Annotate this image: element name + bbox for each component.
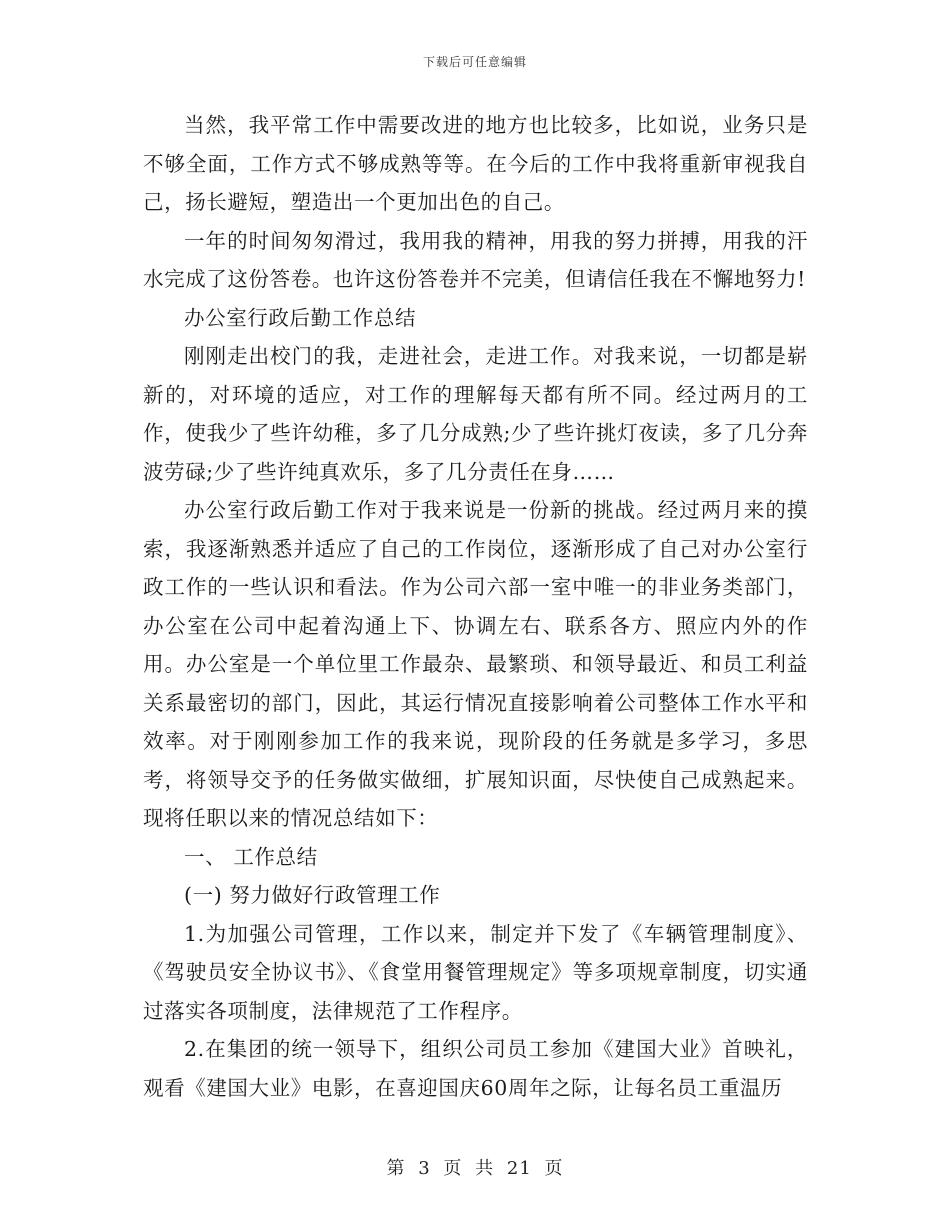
paragraph: 当然，我平常工作中需要改进的地方也比较多，比如说，业务只是不够全面，工作方式不够成熟等等。在今后的工作中我将重新审视我自己，扬长避短，塑造出一个更加出色的自己。 xyxy=(143,113,808,214)
paragraph: 办公室行政后勤工作对于我来说是一份新的挑战。经过两月来的摸索，我逐渐熟悉并适应了自己的工作岗位，逐渐形成了自己对办公室行政工作的一些认识和看法。作为公司六部一室中唯一的非业务类部门，办公室在公司中起着沟通上下、协调左右、联系各方、照应内外的作用。办公室是一个单位里工作最杂、最繁琐、和领导最近、和员工利益关系最密切的部门，因此，其运行情况直接影响着公司整体工作水平和效率。对于刚刚参加工作的我来说，现阶段的任务就是多学习，多思考，将领导交予的任务做实做细，扩展知识面，尽快使自己成熟起来。现将任职以来的情况总结如下： xyxy=(143,498,808,830)
footer-page-word: 页 xyxy=(443,1158,463,1179)
footer-prefix: 第 xyxy=(386,1158,406,1179)
heading-level-2: (一) 努力做好行政管理工作 xyxy=(184,883,441,907)
footer-suffix: 页 xyxy=(544,1158,564,1179)
list-item: 1.为加强公司管理，工作以来，制定并下发了《车辆管理制度》、《驾驶员安全协议书》、《食堂用餐管理规定》等多项规章制度，切实通过落实各项制度，法律规范了工作程序。 xyxy=(143,921,808,1023)
current-page-number: 3 xyxy=(418,1158,431,1179)
heading-level-1: 一、 工作总结 xyxy=(184,844,318,869)
page-footer xyxy=(0,1154,950,1180)
page-header: 下载后可任意编辑 xyxy=(422,55,527,69)
paragraph: 刚刚走出校门的我，走进社会，走进工作。对我来说，一切都是崭新的，对环境的适应，对工作的理解每天都有所不同。经过两月的工作，使我少了些许幼稚，多了几分成熟;少了些许挑灯夜读，多了几分奔波劳碌;少了些许纯真欢乐，多了几分责任在身…… xyxy=(143,344,808,484)
section-title: 办公室行政后勤工作总结 xyxy=(184,305,417,330)
paragraph: 一年的时间匆匆滑过，我用我的精神，用我的努力拼搏，用我的汗水完成了这份答卷。也许这份答卷并不完美，但请信任我在不懈地努力! xyxy=(143,228,808,291)
total-page-count: 21 xyxy=(506,1158,532,1179)
list-item: 2.在集团的统一领导下，组织公司员工参加《建国大业》首映礼，观看《建国大业》电影，在喜迎国庆60周年之际，让每名员工重温历 xyxy=(143,1037,808,1100)
footer-total-word: 共 xyxy=(475,1158,495,1179)
document-body xyxy=(143,106,808,1107)
